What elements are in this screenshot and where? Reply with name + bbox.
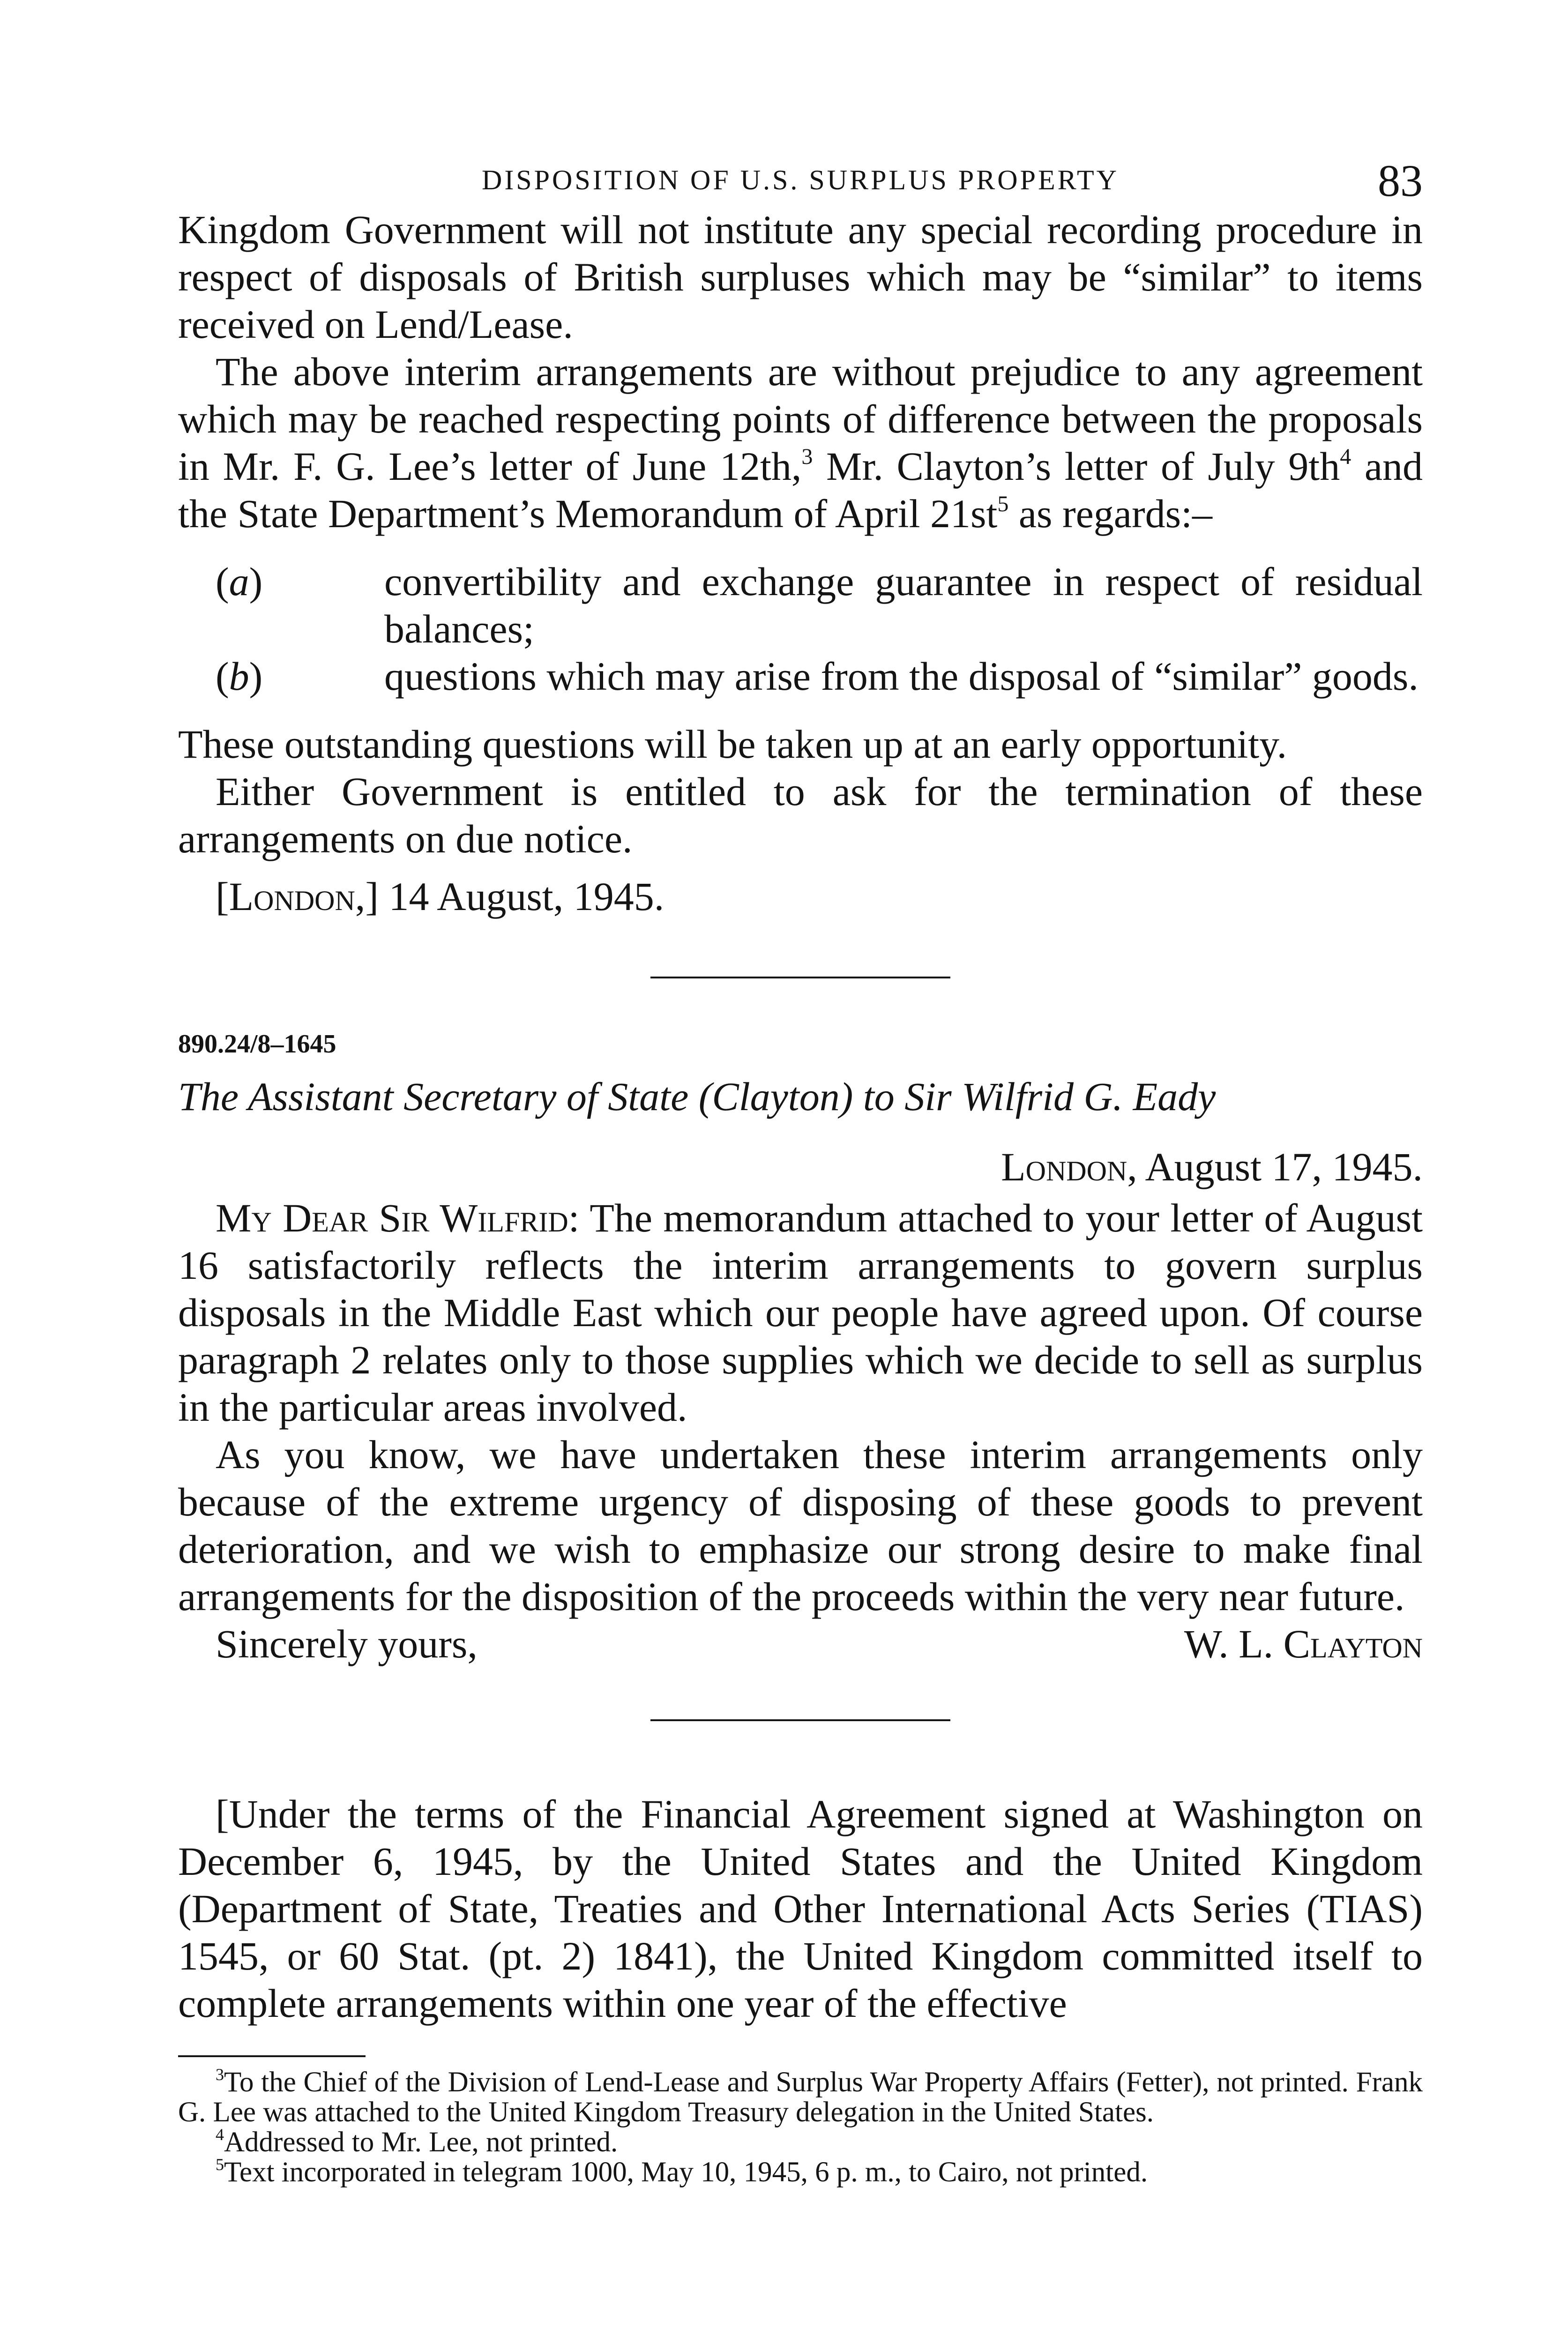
points-of-difference-list xyxy=(178,558,1423,700)
letter-signoff xyxy=(178,1620,1423,1668)
letter-paragraph-text: : The memorandum attached to your letter of August 16 satisfactorily reflects the interim arrangements to govern surplus disposals in the Middle East which our people have agreed upon. Of course paragraph 2 relates only to those supplies which we decide to sell as surplus in the particular areas involved. xyxy=(178,1195,1423,1430)
footnote-ref-4[interactable]: 4 xyxy=(1340,444,1351,469)
footnote-number: 4 xyxy=(216,2125,224,2144)
footnotes xyxy=(178,2067,1423,2187)
list-marker: (b) xyxy=(216,654,263,699)
section-dateline: [London,] 14 August, 1945. xyxy=(216,874,665,919)
dateline-date: ,] 14 August, 1945. xyxy=(355,874,665,919)
list-marker: (a) xyxy=(216,559,263,604)
book-page xyxy=(178,155,1423,2187)
paragraph-text: Mr. Clayton’s letter of July 9th xyxy=(813,444,1340,489)
paragraph-outstanding-questions: These outstanding questions will be taken up at an early opportunity. xyxy=(178,722,1287,767)
footnote-number: 5 xyxy=(216,2155,224,2174)
signature-name: Clayton xyxy=(1283,1621,1423,1666)
footnote-divider xyxy=(178,2055,366,2057)
list-item-text: questions which may arise from the disposal of “similar” goods. xyxy=(384,654,1419,699)
list-item-text: convertibility and exchange guarantee in respect of residual balances; xyxy=(384,559,1423,651)
footnote-number: 3 xyxy=(216,2065,224,2084)
salutation: My Dear Sir Wilfrid xyxy=(216,1195,568,1240)
paragraph-termination: Either Government is entitled to ask for the termination of these arrangements on due notice. xyxy=(178,769,1423,861)
signature xyxy=(1184,1620,1423,1668)
footnote xyxy=(178,2127,1423,2157)
footnote-ref-5[interactable]: 5 xyxy=(997,492,1009,516)
footnote-text: Text incorporated in telegram 1000, May 10, 1945, 6 p. m., to Cairo, not printed. xyxy=(224,2156,1148,2188)
list-item xyxy=(178,653,1423,700)
paragraph-interim-arrangements xyxy=(178,348,1423,537)
paragraph-text: and the State Department’s Memorandum of April 21st xyxy=(178,444,1423,536)
list-marker-letter: a xyxy=(229,559,249,604)
section-divider xyxy=(650,1719,950,1721)
footnote xyxy=(178,2067,1423,2127)
letter-paragraph-2: As you know, we have undertaken these interim arrangements only because of the extreme urgency of disposing of these goods to prevent deterioration, and we wish to emphasize our strong desire to make final arrangements for the disposition of the proceeds within the very near future. xyxy=(178,1432,1423,1619)
paragraph-text: as regards:– xyxy=(1008,491,1212,536)
letter-dateline-date: , August 17, 1945. xyxy=(1127,1144,1423,1189)
footnote xyxy=(178,2157,1423,2187)
section-divider xyxy=(650,977,950,978)
section-continuation xyxy=(178,206,1423,920)
letter-dateline xyxy=(178,1143,1423,1191)
running-title: DISPOSITION OF U.S. SURPLUS PROPERTY xyxy=(482,164,1119,195)
letter-paragraph-1 xyxy=(178,1194,1423,1431)
running-head xyxy=(178,155,1423,206)
document-file-number: 890.24/8–1645 xyxy=(178,1030,336,1059)
list-item xyxy=(178,558,1423,653)
editorial-note: [Under the terms of the Financial Agreement signed at Washington on December 6, 1945, by the United States and the United Kingdom (Department of State, Treaties and Other International Acts Series (TIAS) 1545, or 60 Stat. (pt. 2) 1841), the United Kingdom committed itself to complete arrangements within one year of the effective xyxy=(178,1791,1423,2026)
dateline-place: London xyxy=(229,874,355,919)
footnote-text: To the Chief of the Division of Lend-Lease and Surplus War Property Affairs (Fetter), not printed. Frank G. Lee was attached to the United Kingdom Treasury delegation in the United States. xyxy=(178,2067,1423,2128)
paragraph-continued: Kingdom Government will not institute any special recording procedure in respect of disposals of British surpluses which may be “similar” to items received on Lend/Lease. xyxy=(178,207,1423,347)
document-heading: The Assistant Secretary of State (Clayton) to Sir Wilfrid G. Eady xyxy=(178,1074,1216,1119)
signature-initials: W. L. xyxy=(1184,1621,1284,1666)
footnote-ref-3[interactable]: 3 xyxy=(801,444,813,469)
page-number: 83 xyxy=(1378,156,1423,206)
paragraph-text: The above interim arrangements are without prejudice to any agreement which may be reached respecting points of difference between the proposals in Mr. F. G. Lee’s letter of June 12th, xyxy=(178,349,1423,489)
list-marker-letter: b xyxy=(229,654,249,699)
closing: Sincerely yours, xyxy=(216,1621,478,1666)
letter-dateline-place: London xyxy=(1001,1144,1127,1189)
letter-body xyxy=(178,1194,1423,1620)
footnote-text: Addressed to Mr. Lee, not printed. xyxy=(224,2127,618,2158)
